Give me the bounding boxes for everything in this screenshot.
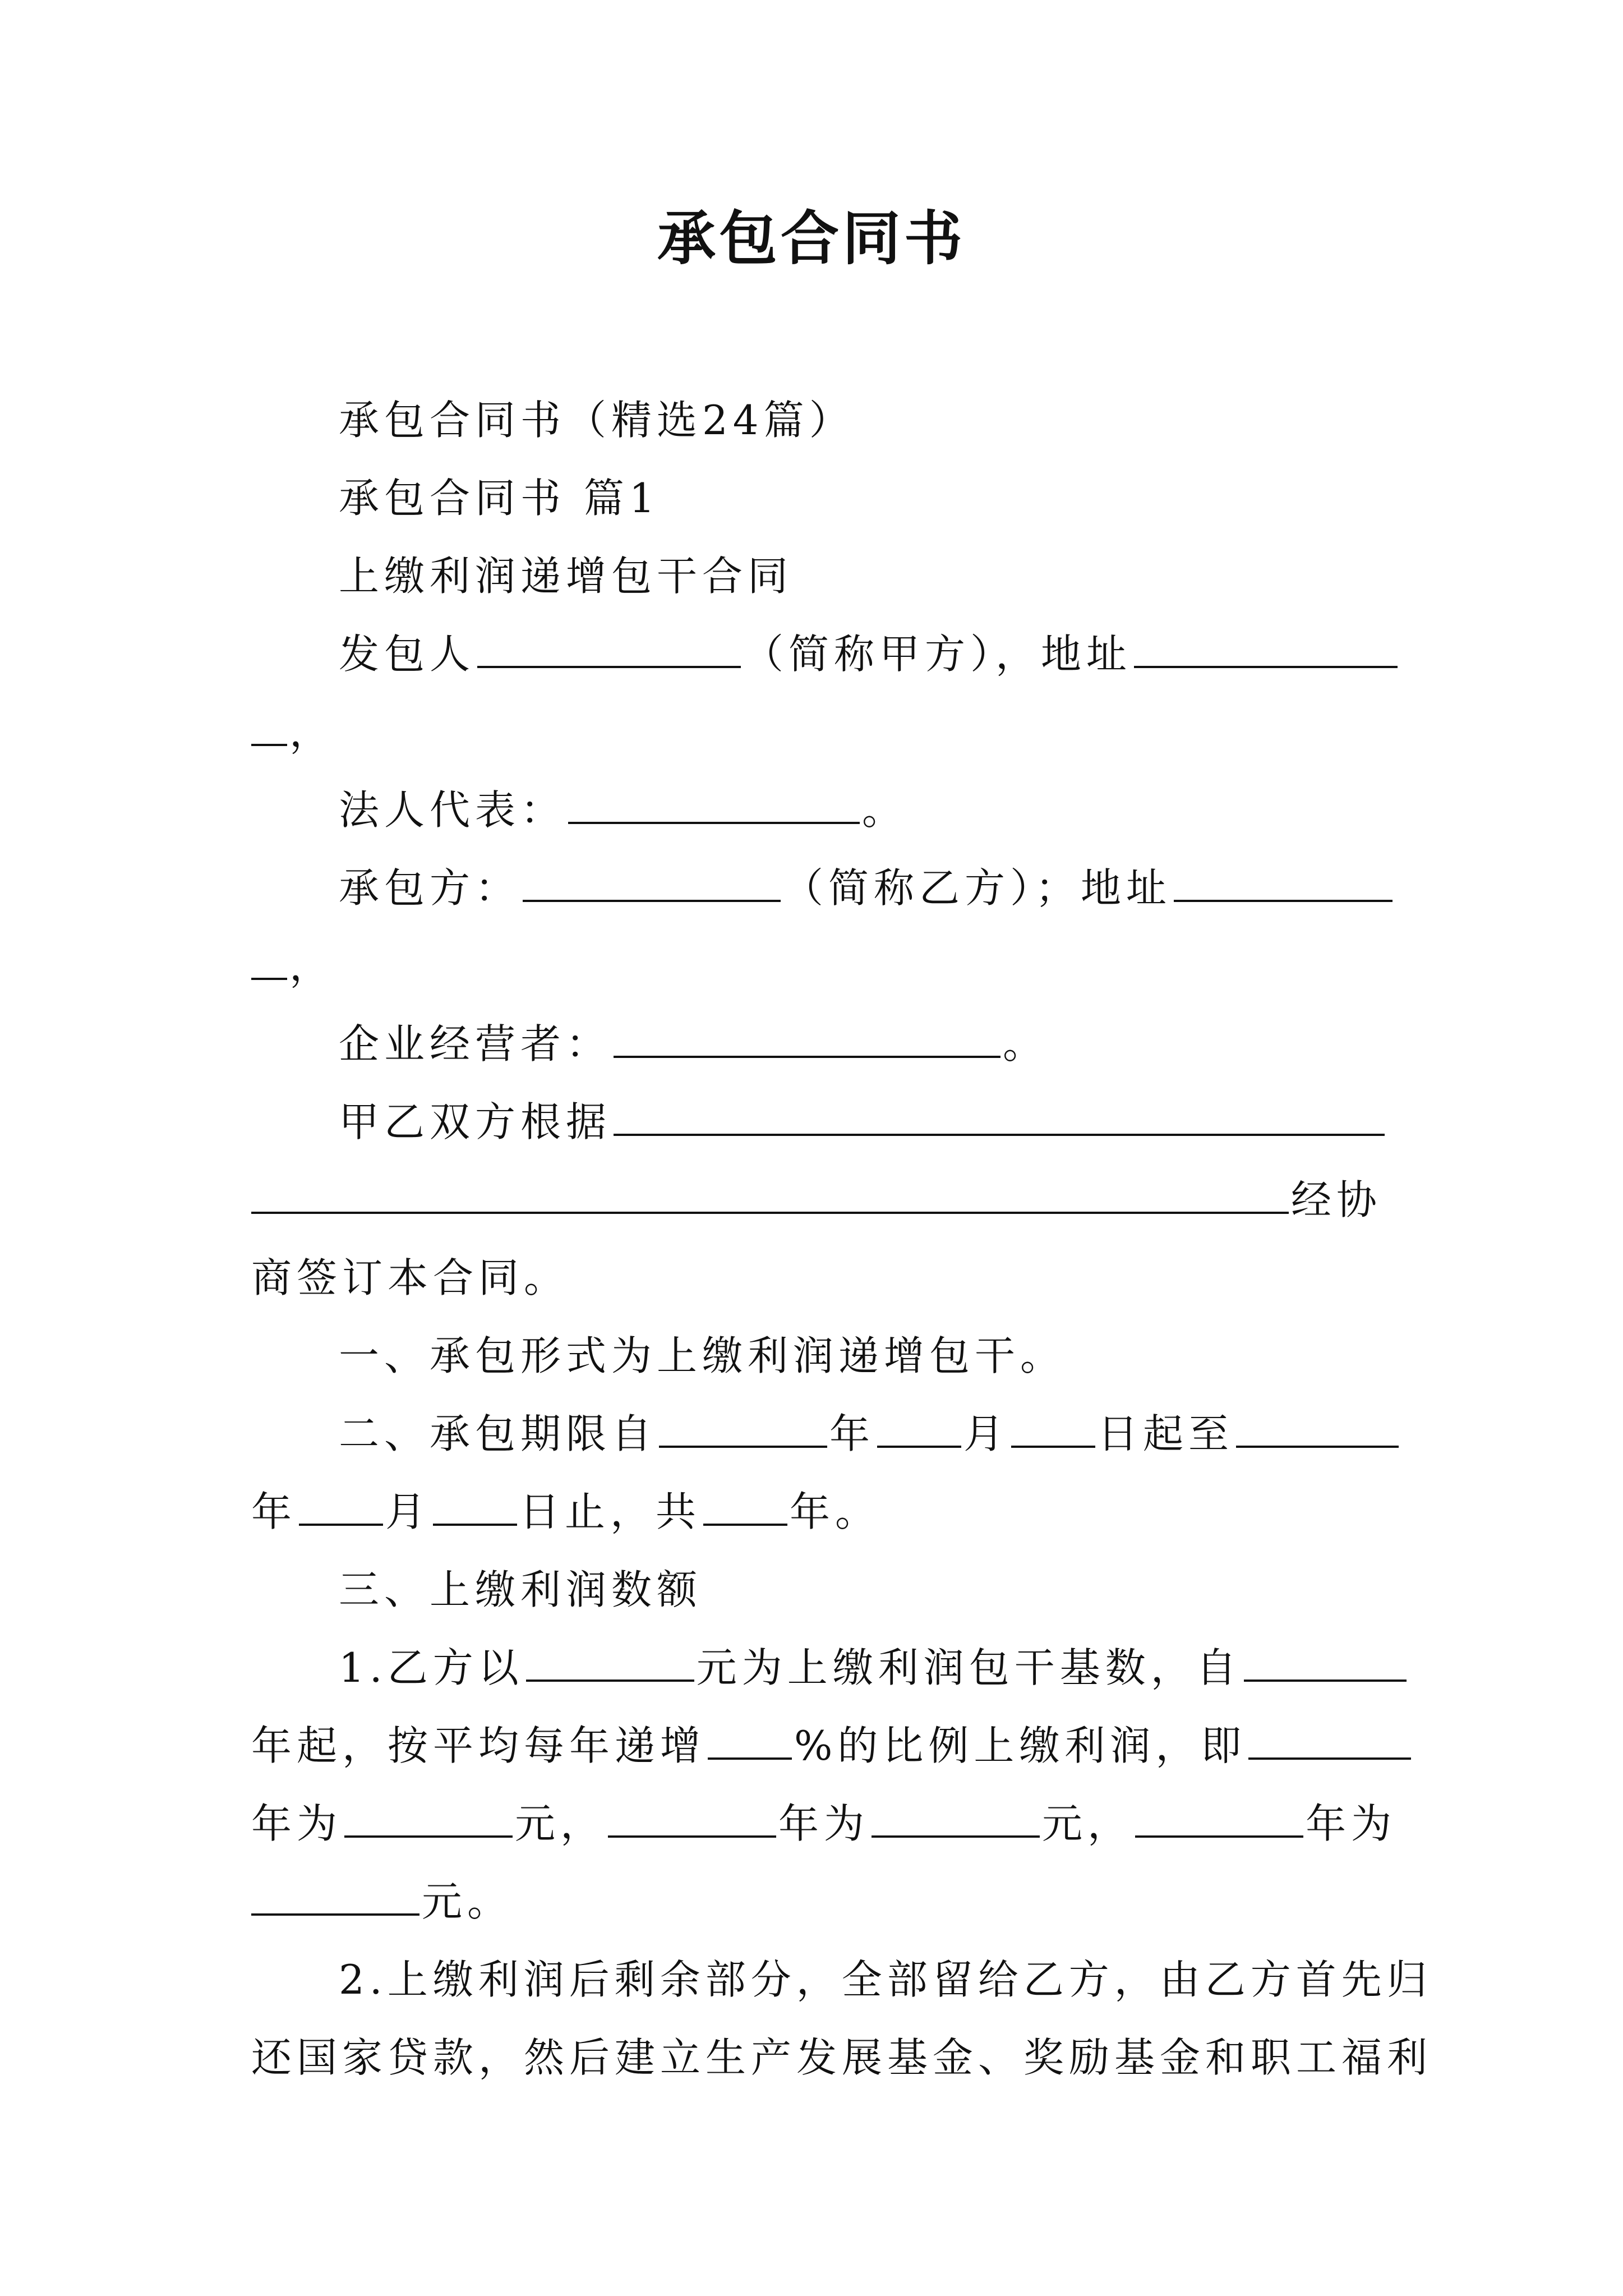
party-b-address-blank-cont	[251, 943, 287, 980]
party-a-blank	[477, 631, 741, 668]
year-blank-b	[608, 1801, 776, 1838]
party-a-line-cont	[251, 693, 1381, 771]
year-for-label: 年为	[1306, 1800, 1397, 1847]
party-b-line-cont	[251, 927, 1381, 1005]
start-year-blank-2	[1244, 1645, 1407, 1682]
increase-label: 年起，按平均每年递增	[251, 1722, 706, 1769]
profit-base-text: 元为上缴利润包干基数，自	[696, 1644, 1242, 1691]
contract-name: 上缴利润递增包干合同	[339, 553, 794, 600]
total-years-blank	[703, 1489, 787, 1526]
end-day-blank	[433, 1489, 517, 1526]
start-day-blank	[1011, 1411, 1095, 1448]
year-for-label: 年为	[251, 1800, 343, 1847]
basis-line-cont	[251, 1161, 1381, 1239]
legal-rep-line	[251, 771, 1381, 849]
years-label: 年。	[790, 1488, 881, 1535]
party-b-address-blank	[1174, 865, 1393, 902]
end-month-blank	[299, 1489, 383, 1526]
section-heading: 承包合同书 篇1	[339, 475, 660, 522]
term-label: 二、承包期限自	[339, 1410, 657, 1457]
day-end-label: 日止，共	[519, 1488, 702, 1535]
percent-blank	[708, 1723, 792, 1760]
period: 。	[862, 786, 908, 834]
legal-rep-label: 法人代表：	[339, 786, 566, 834]
operator-label: 企业经营者：	[339, 1020, 612, 1068]
yuan-end-label: 元。	[422, 1878, 513, 1925]
amount-blank-c	[251, 1879, 419, 1916]
profit-line-1	[251, 1629, 1381, 1707]
year-blank-a	[1248, 1723, 1411, 1760]
surplus-line-2: 还国家贷款，然后建立生产发展基金、奖励基金和职工福利	[251, 2034, 1433, 2081]
party-a-address-blank	[1134, 631, 1398, 668]
year-blank-c	[1135, 1801, 1303, 1838]
start-month-blank	[877, 1411, 961, 1448]
document-title: 承包合同书	[657, 204, 966, 273]
party-a-abbrev: （简称甲方），地址	[743, 631, 1132, 678]
end-year-blank	[1236, 1411, 1399, 1448]
clause-1: 一、承包形式为上缴利润递增包干。	[339, 1332, 1066, 1379]
party-a-label: 发包人	[339, 631, 476, 678]
percent-text: %的比例上缴利润，即	[794, 1722, 1247, 1769]
clause-2-cont	[251, 1473, 1381, 1551]
subtitle: 承包合同书（精选24篇）	[339, 397, 855, 444]
basis-suffix: 经协	[1291, 1176, 1382, 1223]
basis-label: 甲乙双方根据	[339, 1098, 612, 1145]
period: 。	[1003, 1020, 1049, 1068]
basis-blank	[614, 1099, 1385, 1136]
start-year-blank	[659, 1411, 827, 1448]
profit-base-blank	[526, 1645, 694, 1682]
surplus-line-1: 2.上缴利润后剩余部分，全部留给乙方，由乙方首先归	[339, 1956, 1432, 2003]
year-label: 年	[251, 1488, 297, 1535]
party-a-line	[251, 615, 1381, 693]
profit-base-label: 1.乙方以	[339, 1644, 524, 1691]
month-label: 月	[963, 1410, 1009, 1457]
comma: ，	[289, 708, 335, 756]
year-for-label: 年为	[778, 1800, 870, 1847]
party-b-line	[251, 849, 1381, 927]
party-b-abbrev: （简称乙方）；地址	[783, 864, 1172, 912]
amount-blank-a	[344, 1801, 513, 1838]
clause-3: 三、上缴利润数额	[339, 1566, 703, 1613]
party-a-address-blank-cont	[251, 709, 287, 746]
profit-line-4	[251, 1863, 1381, 1941]
yuan-label: 元，	[515, 1800, 606, 1847]
basis-blank-cont	[251, 1177, 1289, 1214]
party-b-label: 承包方：	[339, 864, 521, 912]
party-b-blank	[523, 865, 781, 902]
basis-line-end: 商签订本合同。	[251, 1254, 570, 1301]
day-start-label: 日起至	[1098, 1410, 1234, 1457]
document-body	[251, 381, 1433, 2097]
basis-line	[251, 1083, 1381, 1161]
yuan-label: 元，	[1042, 1800, 1133, 1847]
year-label: 年	[829, 1410, 875, 1457]
amount-blank-b	[872, 1801, 1040, 1838]
comma: ，	[289, 942, 335, 990]
legal-rep-blank	[568, 787, 860, 824]
operator-blank	[614, 1021, 1000, 1058]
operator-line	[251, 1005, 1381, 1083]
clause-2	[251, 1395, 1381, 1473]
month-label: 月	[385, 1488, 431, 1535]
profit-line-3	[251, 1785, 1397, 1863]
profit-line-2	[251, 1707, 1381, 1785]
